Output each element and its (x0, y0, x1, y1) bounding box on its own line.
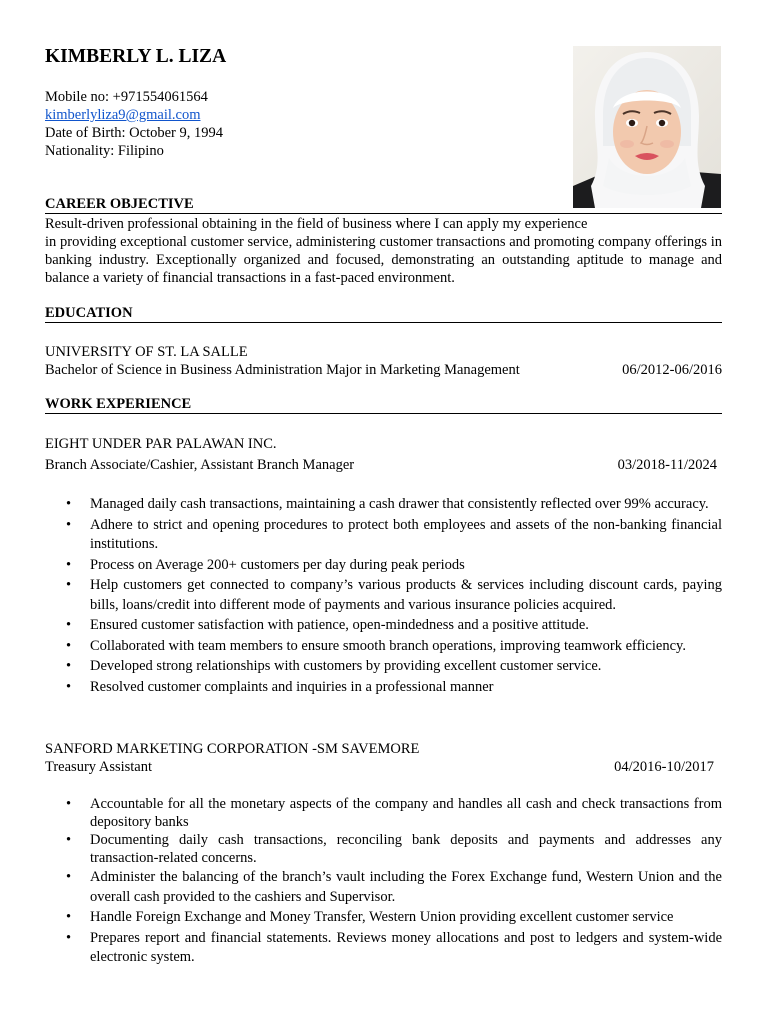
list-item: • Accountable for all the monetary aspects of the company and handles all cash and check transactions from depository banks (90, 796, 722, 831)
list-item: • Adhere to strict and opening procedures to protect both employees and assets of the non-banking financial institutions. (90, 516, 722, 555)
list-item: • Handle Foreign Exchange and Money Transfer, Western Union providing excellent customer service (90, 908, 722, 928)
list-item: • Process on Average 200+ customers per day during peak periods (90, 556, 722, 576)
date-of-birth: Date of Birth: October 9, 1994 (45, 125, 223, 141)
education-dates: 06/2012-06/2016 (622, 362, 722, 378)
career-objective-heading: CAREER OBJECTIVE (45, 195, 722, 214)
career-objective-text: in providing exceptional customer service, administering customer transactions and promoting company offerings in banking industry. Exceptionally organized and focused, demonstrating an outstanding aptitude to manage and balance a variety of financial transactions in a fast-paced environment. (45, 234, 722, 286)
list-item: • Documenting daily cash transactions, reconciling bank deposits and payments and addresses any transaction-related concerns. (90, 832, 722, 867)
job-title-row (45, 456, 722, 474)
list-item: • Managed daily cash transactions, maintaining a cash drawer that consistently reflected over 99% accuracy. (90, 495, 722, 515)
contact-block (45, 88, 223, 160)
applicant-name: KIMBERLY L. LIZA (45, 46, 227, 67)
degree-row (45, 361, 722, 379)
job-entry (45, 740, 722, 969)
list-item: • Help customers get connected to company’s various products & services including discount cards, paying bills, loans/credit into different mode of payments and various insurance policies acquired. (90, 576, 722, 615)
education-section (45, 304, 722, 379)
list-item: • Prepares report and financial statements. Reviews money allocations and post to ledgers and system-wide electronic system. (90, 929, 722, 968)
work-experience-heading: WORK EXPERIENCE (45, 395, 722, 414)
list-item: • Ensured customer satisfaction with patience, open-mindedness and a positive attitude. (90, 616, 722, 636)
job-company: EIGHT UNDER PAR PALAWAN INC. (45, 436, 277, 452)
degree: Bachelor of Science in Business Administration Major in Marketing Management (45, 362, 520, 378)
nationality: Nationality: Filipino (45, 143, 164, 159)
job-duties-list (45, 495, 722, 697)
list-item: • Resolved customer complaints and inquiries in a professional manner (90, 678, 722, 698)
work-experience-section (45, 395, 722, 698)
job-title: Treasury Assistant (45, 759, 153, 775)
job-duties-list (45, 796, 722, 968)
list-item: • Administer the balancing of the branch’s vault including the Forex Exchange fund, Western Union and the overall cash provided to the cashiers and Supervisor. (90, 868, 722, 907)
list-item: • Collaborated with team members to ensure smooth branch operations, improving teamwork efficiency. (90, 637, 722, 657)
profile-photo (573, 46, 721, 208)
job-title-row (45, 758, 722, 776)
education-heading: EDUCATION (45, 304, 722, 323)
job-dates: 04/2016-10/2017 (614, 759, 714, 775)
job-entry (45, 435, 722, 697)
job-company: SANFORD MARKETING CORPORATION -SM SAVEMORE (45, 741, 420, 757)
career-objective-section (45, 195, 722, 287)
career-objective-first-line: Result-driven professional obtaining in the field of business where I can apply my experience (45, 216, 588, 232)
school-name: UNIVERSITY OF ST. LA SALLE (45, 344, 248, 360)
job-title: Branch Associate/Cashier, Assistant Branch Manager (45, 457, 355, 473)
email-link[interactable]: kimberlyliza9@gmail.com (45, 107, 201, 123)
job-dates: 03/2018-11/2024 (617, 457, 717, 473)
list-item: • Developed strong relationships with customers by providing excellent customer service. (90, 657, 722, 677)
mobile-number: Mobile no: +971554061564 (45, 89, 208, 105)
